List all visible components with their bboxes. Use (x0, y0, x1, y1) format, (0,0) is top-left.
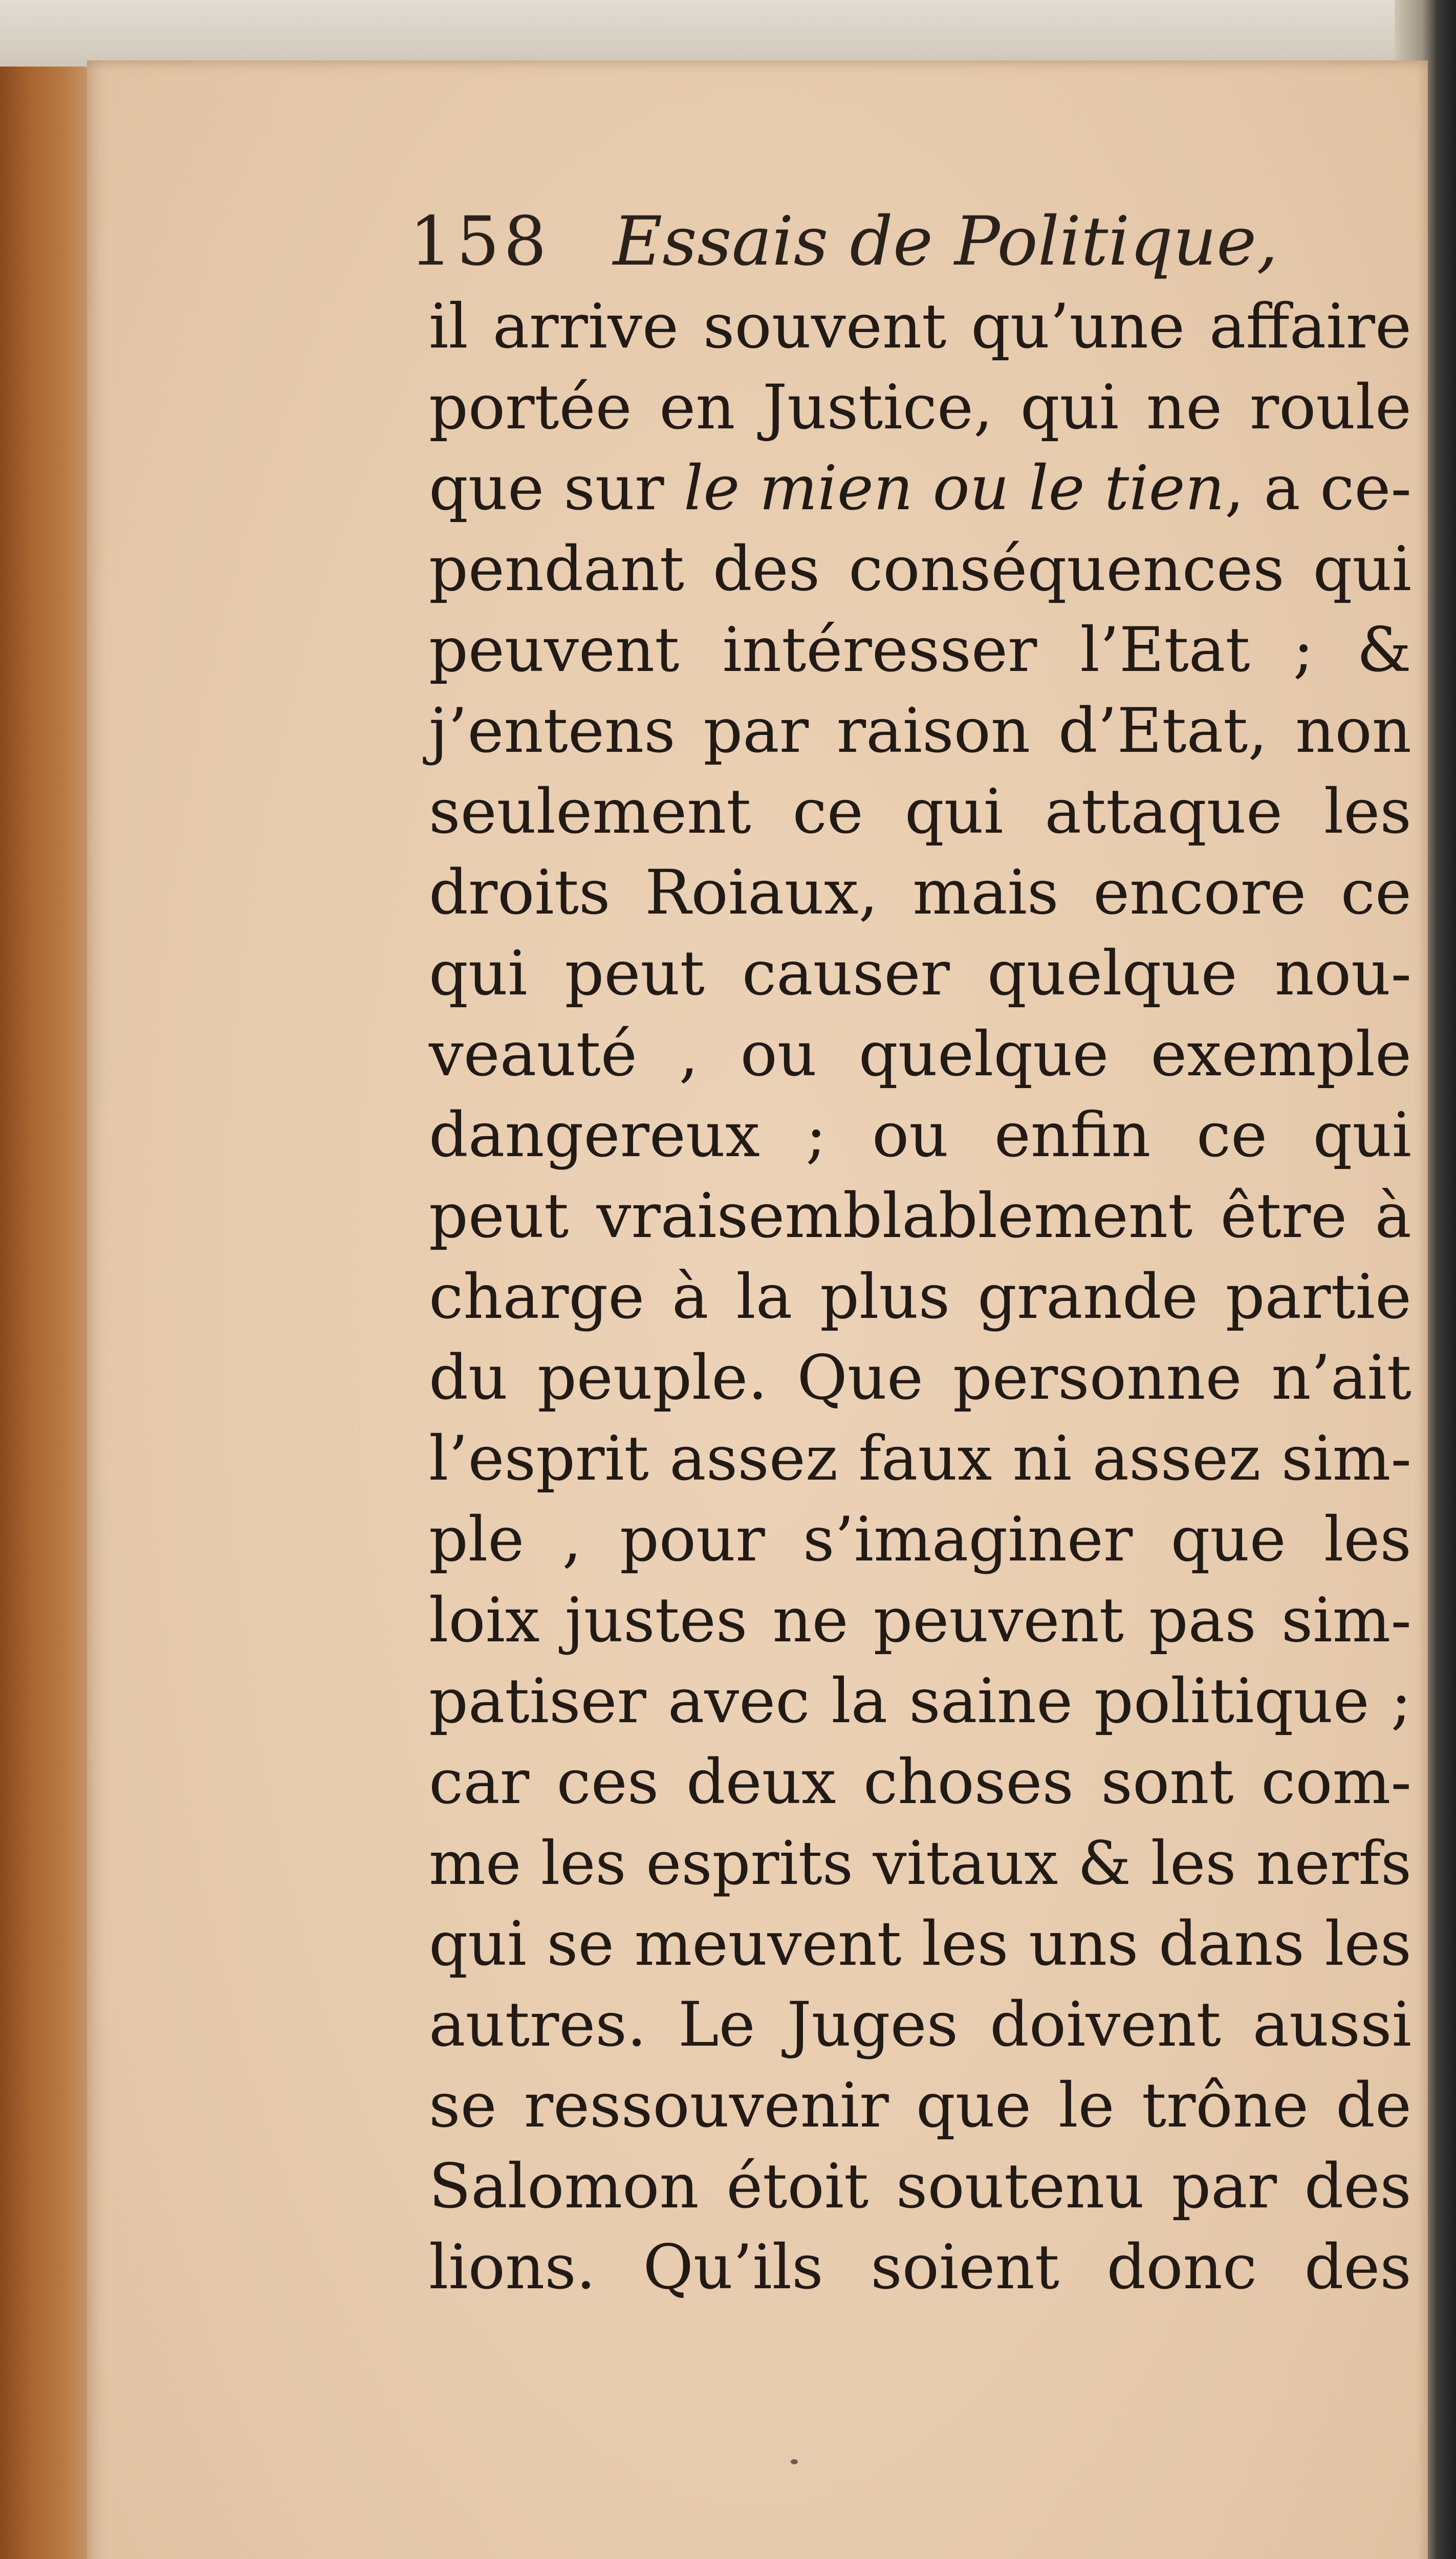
text-run: que sur (429, 453, 684, 524)
text-line-mixed (429, 448, 1411, 529)
running-title: Essais de Politique, (613, 202, 1278, 281)
text-line: dangereux ; ou enfin ce qui (429, 1100, 1411, 1171)
text-line: seulement ce qui attaque les (429, 776, 1411, 848)
text-line: autres. Le Juges doivent aussi (429, 1989, 1411, 2061)
page-header (409, 202, 1278, 294)
text-line: se ressouvenir que le trône de (429, 2070, 1411, 2141)
page-number: 158 (409, 202, 551, 281)
paper-speck (791, 2459, 798, 2464)
book-spine-edge (0, 67, 90, 2559)
text-line: l’esprit assez faux ni assez sim- (429, 1423, 1411, 1494)
text-line: car ces deux choses sont com- (429, 1747, 1411, 1818)
text-line: me les esprits vitaux & les nerfs (429, 1828, 1411, 1898)
text-line: pendant des conséquences qui (429, 534, 1411, 605)
text-line: ple , pour s’imaginer que les (429, 1504, 1411, 1575)
body-text (429, 287, 1411, 2308)
text-line: droits Roiaux, mais encore ce (429, 857, 1411, 928)
text-line: j’entens par raison d’Etat, non (429, 696, 1411, 767)
text-line: qui se meuvent les uns dans les (429, 1909, 1411, 1980)
italic-phrase: le mien ou le tien (683, 453, 1225, 524)
text-line: veauté , ou quelque exemple (429, 1019, 1411, 1090)
text-line: patiser avec la saine politique ; (429, 1666, 1411, 1737)
text-run: , a ce- (1224, 453, 1411, 524)
text-line: loix justes ne peuvent pas sim- (429, 1585, 1411, 1656)
text-line: qui peut causer quelque nou- (429, 938, 1411, 1009)
text-line: lions. Qu’ils soient donc des (429, 2232, 1411, 2303)
text-line: charge à la plus grande partie (429, 1262, 1411, 1333)
scan-background-top (0, 0, 1456, 67)
text-line: peuvent intéresser l’Etat ; & (429, 615, 1411, 686)
text-line: Salomon étoit soutenu par des (429, 2151, 1411, 2222)
text-line: il arrive souvent qu’une affaire (429, 291, 1411, 362)
text-line: du peuple. Que personne n’ait (429, 1342, 1411, 1414)
text-line: peut vraisemblablement être à (429, 1181, 1411, 1252)
text-line: portée en Justice, qui ne roule (429, 372, 1411, 443)
